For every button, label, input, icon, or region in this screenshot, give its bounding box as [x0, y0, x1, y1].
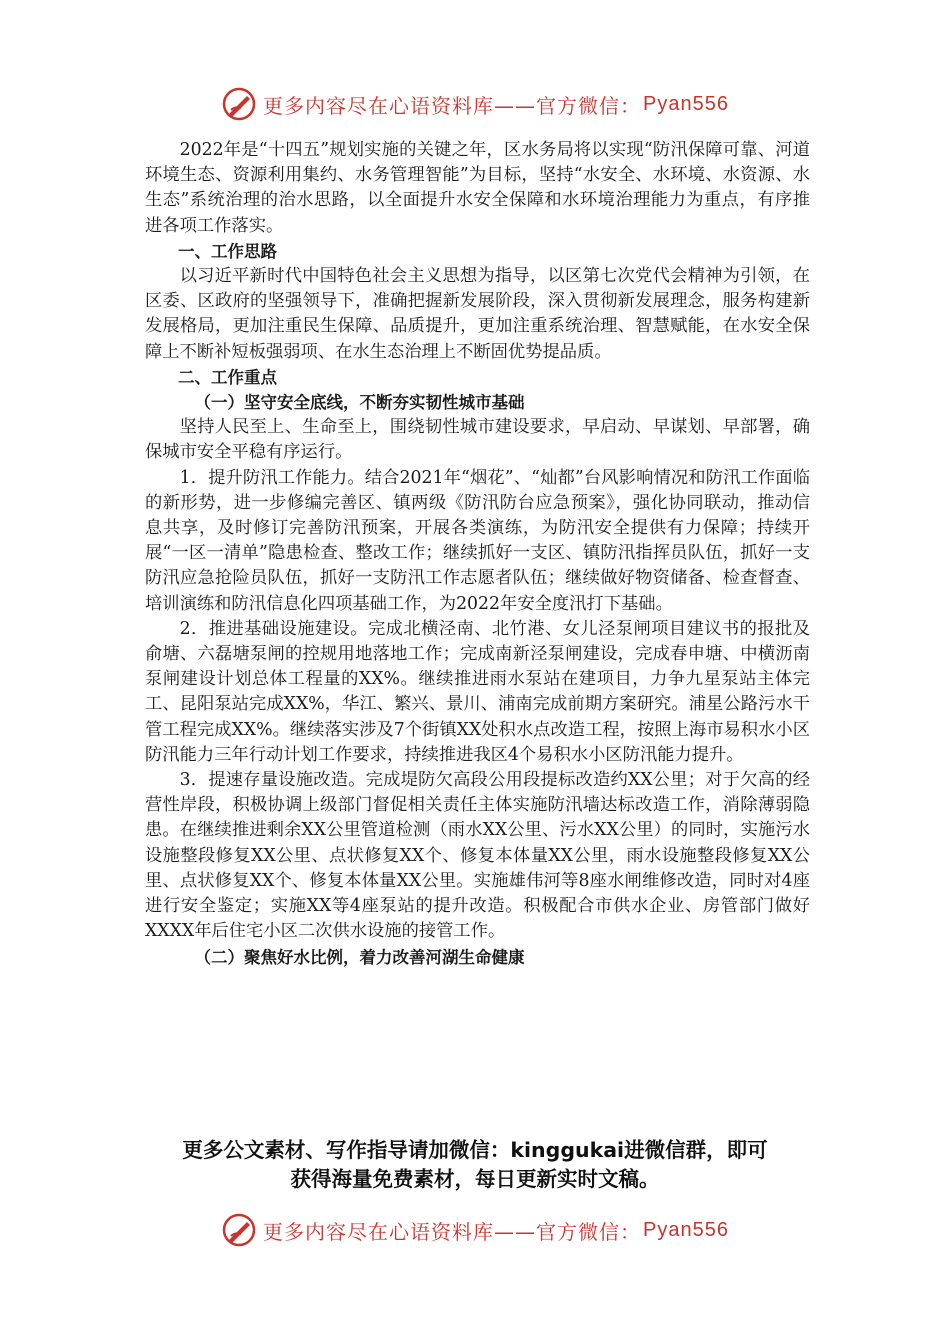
section-heading: 二、工作重点 — [178, 367, 277, 387]
list-item-paragraph: 2．推进基础设施建设。完成北横泾南、北竹港、女儿泾泵闸项目建议书的报批及俞塘、六磊塘泵闸的控规用地落地工作；完成南新泾泵闸建设，完成春申塘、中横沥南泵闸建设计划总体工程量的XX%。继续推进雨水泵站在建项目，力争九星泵站主体完工、昆阳泵站完成XX%，华江、繁兴、景川、浦南完成前期方案研究。浦星公路污水干管工程完成XX%。继续落实涉及7个街镇XX处积水点改造工程，按照上海市易积水小区防汛能力三年行动计划工作要求，持续推进我区4个易积水小区防汛能力提升。 — [145, 618, 810, 765]
promo-line: 更多公文素材、写作指导请加微信：kinggukai进微信群，即可 — [182, 1138, 768, 1162]
pen-logo-icon — [221, 86, 257, 122]
banner-wechat-id: Pyan556 — [643, 1218, 729, 1241]
subsection-heading: （一）坚守安全底线，不断夯实韧性城市基础 — [194, 393, 525, 413]
promo-text — [0, 1136, 950, 1194]
banner-text: 更多内容尽在心语资料库——官方微信： — [263, 1219, 642, 1244]
subsection-heading: （二）聚焦好水比例，着力改善河湖生命健康 — [194, 947, 525, 967]
pen-logo-icon — [221, 1212, 257, 1248]
promo-line: 获得海量免费素材，每日更新实时文稿。 — [290, 1167, 660, 1191]
document-body — [145, 138, 810, 970]
banner-wechat-id: Pyan556 — [643, 92, 729, 115]
intro-paragraph: 2022年是“十四五”规划实施的关键之年，区水务局将以实现“防汛保障可靠、河道环境生态、资源利用集约、水务管理智能”为目标，坚持“水安全、水环境、水资源、水生态”系统治理的治水思路，以全面提升水安全保障和水环境治理能力为重点，有序推进各项工作落实。 — [145, 140, 810, 236]
list-item-paragraph: 1．提升防汛工作能力。结合2021年“烟花”、“灿都”台风影响情况和防汛工作面临的新形势，进一步修编完善区、镇两级《防汛防台应急预案》，强化协同联动，推动信息共享，及时修订完善防汛预案，开展各类演练，为防汛安全提供有力保障；持续开展“一区一清单”隐患检查、整改工作；继续抓好一支区、镇防汛指挥员队伍，抓好一支防汛应急抢险员队伍，抓好一支防汛工作志愿者队伍；继续做好物资储备、检查督查、培训演练和防汛信息化四项基础工作，为2022年安全度汛打下基础。 — [145, 467, 810, 614]
section-heading: 一、工作思路 — [178, 241, 277, 261]
list-item-paragraph: 3．提速存量设施改造。完成堤防欠高段公用段提标改造约XX公里；对于欠高的经营性岸段，积极协调上级部门督促相关责任主体实施防汛墙达标改造工作，消除薄弱隐患。在继续推进剩余XX公里管道检测（雨水XX公里、污水XX公里）的同时，实施污水设施整段修复XX公里、点状修复XX个、修复本体量XX公里，雨水设施整段修复XX公里、点状修复XX个、修复本体量XX公里。实施雄伟河等8座水闸维修改造，同时对4座进行安全鉴定；实施XX等4座泵站的提升改造。积极配合市供水企业、房管部门做好XXXX年后住宅小区二次供水设施的接管工作。 — [145, 770, 810, 942]
subsection-paragraph: 坚持人民至上、生命至上，围绕韧性城市建设要求，早启动、早谋划、早部署，确保城市安全平稳有序运行。 — [145, 417, 810, 463]
footer-banner — [0, 1212, 950, 1248]
banner-text: 更多内容尽在心语资料库——官方微信： — [263, 93, 642, 118]
section-paragraph: 以习近平新时代中国特色社会主义思想为指导，以区第七次党代会精神为引领，在区委、区政府的坚强领导下，准确把握新发展阶段，深入贯彻新发展理念，服务构建新发展格局，更加注重民生保障、品质提升，更加注重系统治理、智慧赋能，在水安全保障上不断补短板强弱项、在水生态治理上不断固优势提品质。 — [145, 266, 810, 362]
header-banner — [0, 86, 950, 122]
